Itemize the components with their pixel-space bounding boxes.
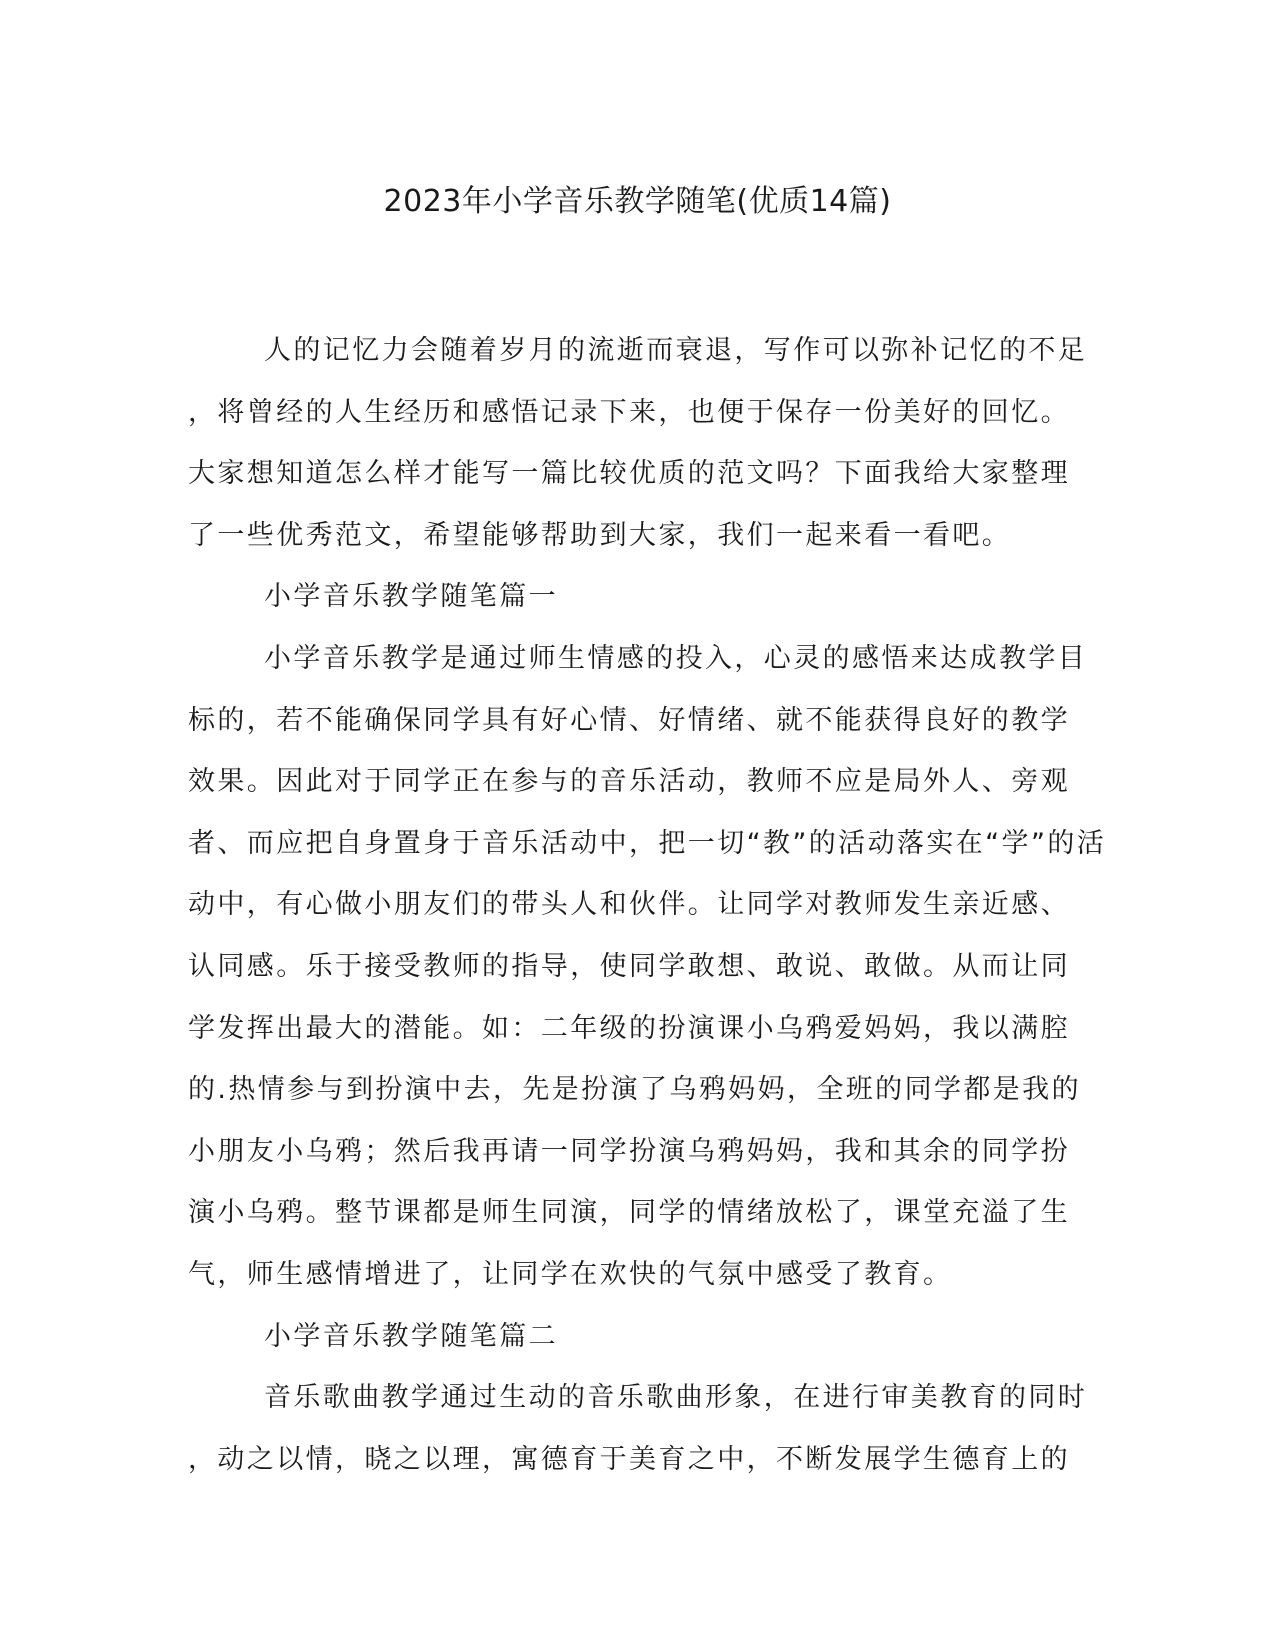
paragraph-one-line: 的.热情参与到扮演中去，先是扮演了乌鸦妈妈，全班的同学都是我的 bbox=[188, 1074, 1081, 1106]
paragraph-two-line: 音乐歌曲教学通过生动的音乐歌曲形象，在进行审美教育的同时 bbox=[264, 1382, 1088, 1414]
paragraph-intro-line: 人的记忆力会随着岁月的流逝而衰退，写作可以弥补记忆的不足 bbox=[264, 335, 1088, 366]
paragraph-intro-line: 了一些优秀范文，希望能够帮助到大家，我们一起来看一看吧。 bbox=[188, 519, 1012, 551]
paragraph-one-line: 认同感。乐于接受教师的指导，使同学敢想、敢说、敢做。从而让同 bbox=[188, 950, 1070, 982]
paragraph-one-line: 气，师生感情增进了，让同学在欢快的气氛中感受了教育。 bbox=[188, 1258, 953, 1290]
paragraph-one-line: 演小乌鸦。整节课都是师生同演，同学的情绪放松了，课堂充溢了生 bbox=[188, 1197, 1070, 1229]
paragraph-one-line: 动中，有心做小朋友们的带头人和伙伴。让同学对教师发生亲近感、 bbox=[188, 889, 1070, 921]
paragraph-one-line: 学发挥出最大的潜能。如：二年级的扮演课小乌鸦爱妈妈，我以满腔 bbox=[188, 1012, 1070, 1044]
document-body bbox=[188, 320, 1107, 1490]
section-heading-one: 小学音乐教学随笔篇一 bbox=[264, 581, 558, 613]
section-heading-two: 小学音乐教学随笔篇二 bbox=[264, 1320, 558, 1352]
paragraph-one-line: 小学音乐教学是通过师生情感的投入，心灵的感悟来达成教学目 bbox=[264, 642, 1088, 674]
paragraph-one-line: 者、而应把自身置身于音乐活动中，把一切“教”的活动落实在“学”的活 bbox=[188, 827, 1107, 859]
paragraph-one-line: 标的，若不能确保同学具有好心情、好情绪、就不能获得良好的教学 bbox=[188, 704, 1070, 736]
paragraph-two-line: ，动之以情，晓之以理，寓德育于美育之中，不断发展学生德育上的 bbox=[188, 1443, 1070, 1475]
document-title: 2023年小学音乐教学随笔(优质14篇) bbox=[383, 184, 892, 219]
paragraph-intro-line: 大家想知道怎么样才能写一篇比较优质的范文吗？下面我给大家整理 bbox=[188, 458, 1070, 490]
paragraph-intro-line: ，将曾经的人生经历和感悟记录下来，也便于保存一份美好的回忆。 bbox=[188, 396, 1070, 428]
paragraph-one-line: 小朋友小乌鸦；然后我再请一同学扮演乌鸦妈妈，我和其余的同学扮 bbox=[188, 1135, 1070, 1167]
paragraph-one-line: 效果。因此对于同学正在参与的音乐活动，教师不应是局外人、旁观 bbox=[188, 766, 1070, 798]
